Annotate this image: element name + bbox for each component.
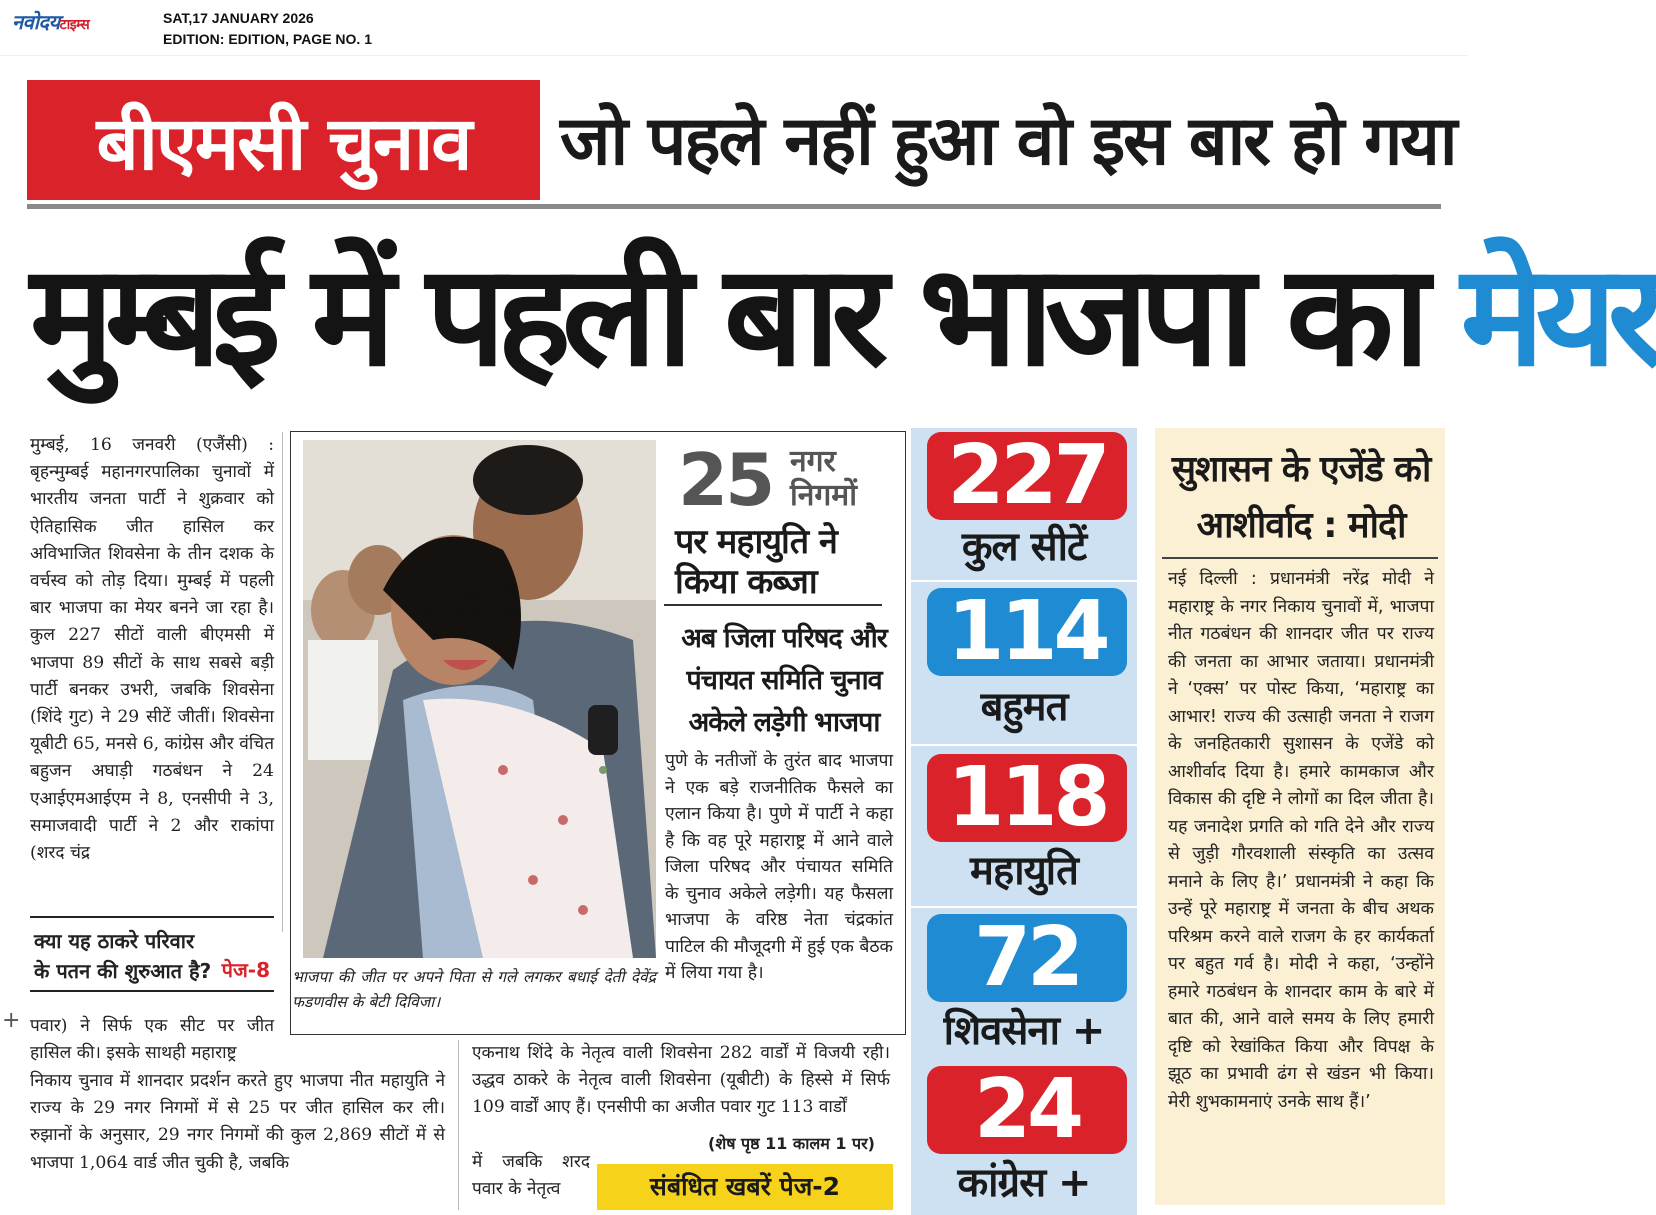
teaser-question: क्या यह ठाकरे परिवार के पतन की शुरुआत है?	[34, 929, 212, 983]
kicker-text: जो पहले नहीं हुआ वो इस बार हो गया	[560, 102, 1456, 181]
news-photo	[303, 440, 656, 958]
story-bottom-mid-2: में जबकि शरद पवार के नेतृत्व	[472, 1152, 590, 1200]
stat-label-mahayuti: महायुति	[970, 848, 1078, 894]
column-rule	[282, 432, 283, 932]
teaser-page: पेज-8	[221, 958, 270, 982]
stats-panel	[911, 428, 1137, 1058]
stat-value-majority: 114	[927, 588, 1127, 676]
logo-sub: टाइम्स	[59, 17, 90, 33]
stat-value-congress: 24	[927, 1066, 1127, 1154]
modi-body: नई दिल्ली : प्रधानमंत्री नरेंद्र मोदी ने महाराष्ट्र के नगर निकाय चुनावों में, भाजपा नीत गठबंधन की शानदार जीत पर राज्य की जनता का आभार जताया। प्रधानमंत्री ने ‘एक्स’ पर पोस्ट किया, ‘महाराष्ट्र का आभार! राज्य की उत्साही जनता ने राजग के जनहितकारी सुशासन के एजेंडे को आशीर्वाद दिया है। हमारे कामकाज और विकास की दृष्टि ने लोगों का दिल जीता है। यह जनादेश प्रगति को गति देने और राज्य से जुड़ी गौरवशाली संस्कृति का उत्सव मनाने के लिए है।’ प्रधानमंत्री ने कहा कि उन्हें पूरे महाराष्ट्र में जनता के बीच अथक परिश्रम करने वाले राजग के हर कार्यकर्ता पर बहुत गर्व है। मोदी ने कहा, ‘उन्होंने हमारे गठबंधन के शानदार काम के बारे में बात की, आने वाले समय के लिए हमारी दृष्टि को रेखांकित किया और विपक्ष के झूठ का प्रभावी ढंग से खंडन भी किया। मेरी शुभकामनाएं उनके साथ हैं।’	[1168, 569, 1434, 1112]
modi-headline: सुशासन के एजेंडे को आशीर्वाद : मोदी	[1171, 449, 1431, 546]
top-bar	[0, 0, 1467, 56]
photo-illustration	[303, 440, 656, 958]
photo-caption: भाजपा की जीत पर अपने पिता से गले लगकर बधाई देती देवेंद्र फडणवीस के बेटी दिविजा।	[292, 968, 656, 1011]
stat-label-majority: बहुमत	[980, 684, 1068, 730]
continued-note: (शेष पृष्ठ 11 कालम 1 पर)	[708, 1134, 875, 1153]
story-column-1: मुम्बई, 16 जनवरी (एजैंसी) : बृहन्मुम्बई महानगरपालिका चुनावों में भारतीय जनता पार्टी ने शुक्रवार को ऐतिहासिक जीत हासिल कर अविभाजित शिवसेना के तीन दशक के वर्चस्व को तोड़ दिया। मुम्बई में पहली बार भाजपा का मेयर बनने जा रहा है। कुल 227 सीटों वाली बीएमसी में भाजपा 89 सीटों के साथ सबसे बड़ी पार्टी बनकर उभरी, जबकि शिवसेना (शिंदे गुट) ने 29 सीटें जीतीं। शिवसेना यूबीटी 65, मनसे 6, कांग्रेस और वंचित बहुजन अघाड़ी गठबंधन ने 24 एआईएमआईएम ने 8, एनसीपी ने 3, समाजवादी पार्टी ने 2 और राकांपा (शरद चंद्र	[30, 435, 274, 864]
teaser-box[interactable]	[30, 916, 274, 992]
divider	[911, 744, 1137, 746]
divider	[911, 580, 1137, 582]
crosshair-icon: +	[2, 1008, 21, 1033]
sidebar-big-words: नगर निगमों	[790, 444, 858, 513]
divider	[911, 906, 1137, 908]
story-bottom-mid: एकनाथ शिंदे के नेतृत्व वाली शिवसेना 282 वार्डों में विजयी रही। उद्धव ठाकरे के नेतृत्व वाली शिवसेना (यूबीटी) के हिस्से में सिर्फ 109 वार्डों आए हैं। एनसीपी का अजीत पवार गुट 113 वार्डों	[472, 1043, 890, 1118]
stat-label-total: कुल सीटें	[961, 524, 1087, 570]
logo-main: नवोदय	[12, 10, 60, 34]
newspaper-logo[interactable]	[12, 8, 89, 35]
sidebar-headline: पर महायुति ने किया कब्जा	[675, 522, 837, 602]
dateline	[163, 8, 372, 50]
divider	[664, 604, 882, 606]
sidebar-subhead: अब जिला परिषद और पंचायत समिति चुनाव अकेले लड़ेगी भाजपा	[681, 623, 887, 738]
issue-date: SAT,17 JANUARY 2026	[163, 10, 314, 26]
related-news-link[interactable]: संबंधित खबरें पेज-2	[597, 1164, 893, 1210]
main-headline	[30, 222, 1656, 412]
stats-panel-lower	[911, 1058, 1137, 1215]
headline-main: मुम्बई में पहली बार भाजपा का	[30, 235, 1461, 398]
edition-info: EDITION: EDITION, PAGE NO. 1	[163, 31, 372, 47]
stat-value-mahayuti: 118	[927, 754, 1127, 842]
divider	[1162, 557, 1438, 559]
column-rule	[458, 1040, 459, 1210]
kicker-label: बीएमसी चुनाव	[27, 80, 540, 200]
stat-value-total: 227	[927, 432, 1127, 520]
story-column-1-cont: पवार) ने सिर्फ एक सीट पर जीत हासिल की। इसके साथही महाराष्ट्र	[30, 1016, 274, 1064]
headline-accent: मेयर	[1460, 235, 1656, 398]
stat-label-congress: कांग्रेस +	[957, 1160, 1091, 1206]
sidebar-big-number: 25	[678, 438, 773, 522]
sidebar-body: पुणे के नतीजों के तुरंत बाद भाजपा ने एक बड़े राजनीतिक फैसले का एलान किया है। पुणे में पार्टी ने कहा है कि वह पूरे महाराष्ट्र में आने वाले जिला परिषद और पंचायत समिति के चुनाव अकेले लड़ेगी। यह फैसला भाजपा के वरिष्ठ नेता चंद्रकांत पाटिल की मौजूदगी में हुई एक बैठक में लिया गया है।	[665, 751, 893, 983]
stat-label-shivsena: शिवसेना +	[943, 1008, 1105, 1054]
story-bottom-left: निकाय चुनाव में शानदार प्रदर्शन करते हुए भाजपा नीत महायुति ने राज्य के 29 नगर निगमों में से 25 पर जीत हासिल कर ली। रुझानों के अनुसार, 29 नगर निगमों की कुल 2,869 सीटों में से भाजपा 1,064 वार्ड जीत चुकी है, जबकि	[30, 1071, 445, 1173]
divider	[27, 204, 1441, 209]
stat-value-shivsena: 72	[927, 914, 1127, 1002]
